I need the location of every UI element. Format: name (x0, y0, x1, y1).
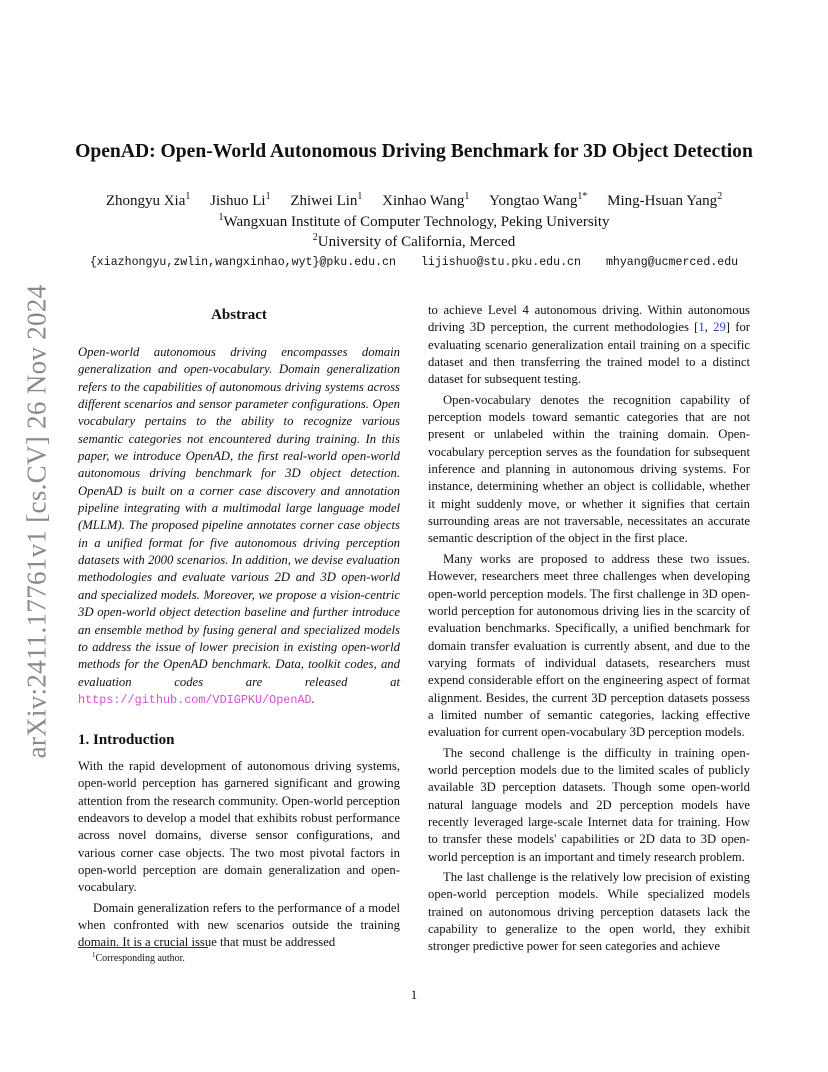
section-heading-introduction: 1. Introduction (78, 732, 175, 748)
email: lijishuo@stu.pku.edu.cn (420, 256, 581, 269)
email-list (60, 256, 768, 269)
abstract-body: Open-world autonomous driving encompasses domain generalization and open-vocabulary. Domain generalization refers to the capabilities of autonomous driving systems across different scenarios and sensor parameter configurations. Open vocabulary pertains to the ability to recognize various semantic categories not encountered during training. In this paper, we introduce OpenAD, the first real-world open-world autonomous driving benchmark for 3D object detection. OpenAD is built on a corner case discovery and annotation pipeline integrating with a multimodal large language model (MLLM). The proposed pipeline annotates corner case objects in a unified format for five autonomous driving perception datasets with 2000 scenarios. In addition, we devise evaluation methodologies and evaluate various 2D and 3D open-world and specialized models. Moreover, we propose a vision-centric 3D open-world object detection baseline and further introduce an ensemble method by fusing general and specialized models to address the issue of lower precision in existing open-world methods for the OpenAD benchmark. Data, toolkit codes, and evaluation codes are released at https://github.com/VDIGPKU/OpenAD. (78, 345, 400, 707)
email: {xiazhongyu,zwlin,wangxinhao,wyt}@pku.edu.cn (89, 256, 396, 269)
author: Xinhao Wang$^1$ (382, 191, 470, 209)
author: Ming-Hsuan Yang$^2$ (607, 191, 723, 209)
paragraph: to achieve Level 4 autonomous driving. Within autonomous driving 3D perception, the current methodologies [1, 29] for evaluating scenario generalization entail training on a specific dataset and then transferring the trained model to a distinct dataset for subsequent testing. (428, 303, 751, 387)
paragraph: Open-vocabulary denotes the recognition capability of perception models toward semantic categories that are not present or unlabeled within the training domain. Open-vocabulary perception serves as the foundation for subsequent inference and planning in autonomous driving systems. For instance, determining whether an object is collidable, whether it might suddenly move, or whether it signifies that certain surrounding areas are not traversable, necessitates an accurate semantic description of the object in the first place. (428, 392, 750, 546)
footnote-divider (78, 947, 208, 948)
author-list (60, 193, 768, 210)
email: mhyang@ucmerced.edu (605, 256, 739, 269)
affiliation-2: $^2$University of California, Merced (312, 232, 516, 250)
paragraph: Domain generalization refers to the performance of a model when confronted with new scenarios outside the training domain. It is a crucial issue that must be addressed (78, 900, 400, 950)
page-number: 1 (410, 987, 418, 1002)
arxiv-stamp-text: arXiv:2411.17761v1 [cs.CV] 26 Nov 2024 (21, 284, 52, 758)
citation-link[interactable]: 29 (713, 320, 726, 335)
author: Zhongyu Xia$^1$ (105, 191, 191, 209)
paragraph: The second challenge is the difficulty in training open-world perception models due to the limited scales of publicly available 3D perception datasets. Though some open-world natural language models and 2D perception models have recently leveraged large-scale Internet data for training. How to transfer these models' capabilities or 2D data to 3D open-world perception is an important and timely research problem. (428, 745, 750, 864)
paragraph: With the rapid development of autonomous driving systems, open-world perception has garnered significant and growing attention from the research community. Open-world perception endeavors to develop a model that exhibits robust performance across novel domains, diverse sensor configurations, and various corner case objects. The two most pivotal factors in open-world perception are domain generalization and open-vocabulary. (78, 759, 400, 895)
paper-title: OpenAD: Open-World Autonomous Driving Benchmark for 3D Object Detection (75, 141, 753, 162)
paragraph: The last challenge is the relatively low precision of existing open-world perception models. While specialized models trained on autonomous driving perception datasets lack the capability to generalize to the open world, they exhibit stronger predictive power for seen categories and achieve (428, 870, 750, 954)
introduction-column (78, 758, 400, 952)
author: Zhiwei Lin$^1$ (290, 191, 363, 209)
right-column (428, 302, 750, 956)
abstract-heading: Abstract (211, 307, 267, 323)
arxiv-stamp (22, 282, 52, 760)
footnote: $^1$Corresponding author. (92, 951, 185, 964)
author: Jishuo Li$^1$ (210, 191, 271, 209)
affiliation-1: $^1$Wangxuan Institute of Computer Technology, Peking University (218, 212, 610, 230)
citation-link[interactable]: 1 (698, 320, 705, 335)
author: Yongtao Wang$^{1*}$ (489, 191, 588, 209)
code-link[interactable]: https://github.com/VDIGPKU/OpenAD (78, 692, 312, 707)
paragraph: Many works are proposed to address these two issues. However, researchers meet three challenges when developing open-world perception models. The first challenge in 3D open-world perception for autonomous driving lies in the scarcity of evaluation benchmarks. Specifically, a unified benchmark for domain transfer evaluation is currently absent, and due to the varying formats of individual datasets, researchers must expend considerable effort on the engineering aspect of format alignment. Besides, the current 3D perception datasets possess a limited number of semantic categories, lacking effective evaluation for current open-vocabulary 3D perception models. (428, 551, 750, 740)
